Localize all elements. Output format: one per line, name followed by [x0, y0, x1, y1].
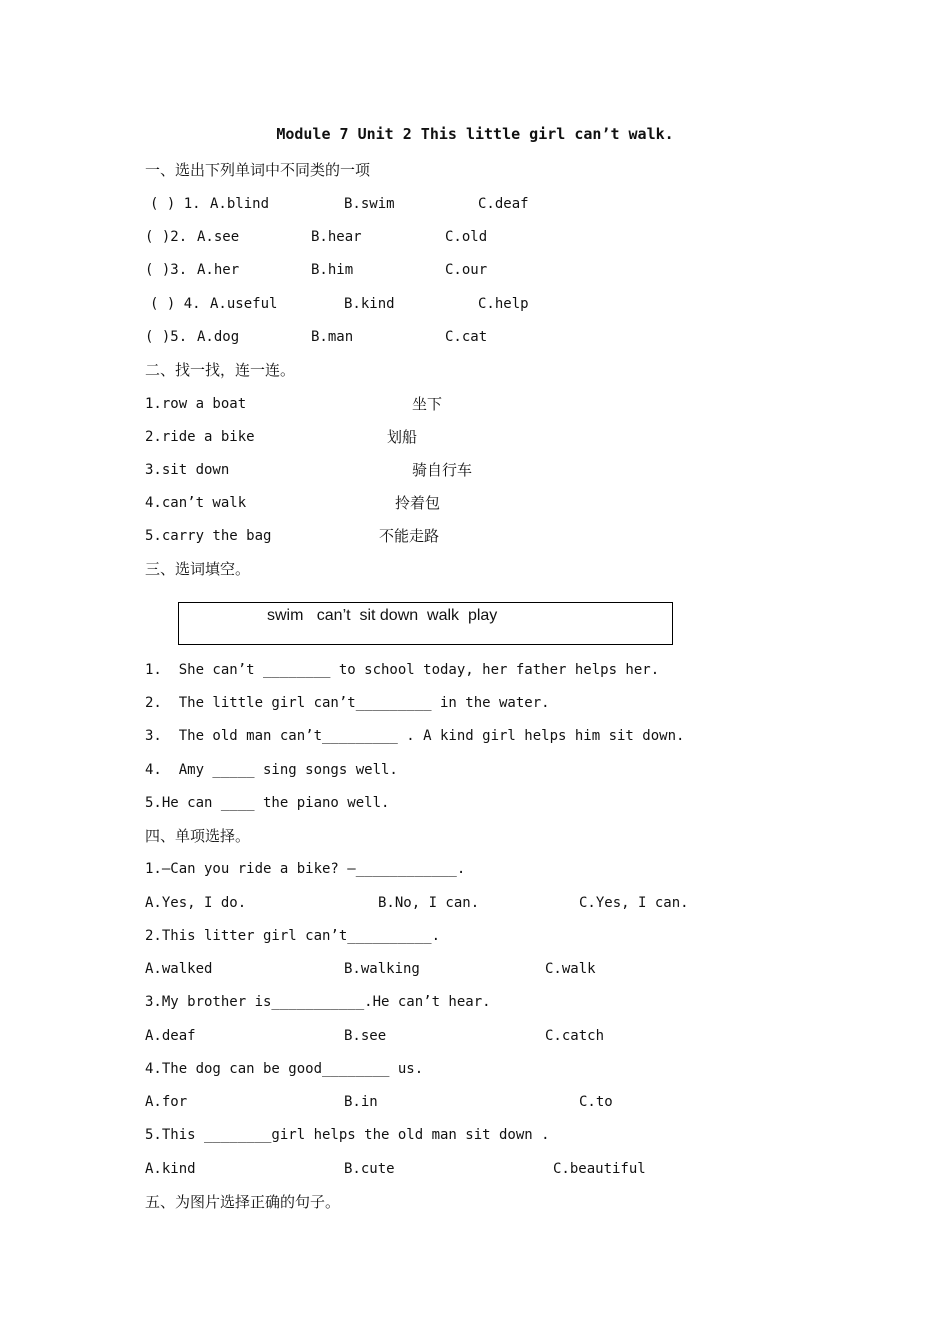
- s4-option-c: C.to: [579, 1094, 613, 1110]
- s1-item-number: ( ) 1.: [150, 196, 210, 212]
- s2-chinese: 坐下: [412, 395, 443, 413]
- s4-option-c: C.Yes, I can.: [579, 895, 689, 911]
- s4-options-5: [0, 1157, 646, 1181]
- s4-option-a: A.deaf: [145, 1028, 196, 1044]
- s2-english: 1.row a boat: [145, 396, 247, 412]
- s1-item-number: ( )5.: [145, 329, 196, 345]
- s4-question-1: 1.—Can you ride a bike? —____________.: [145, 861, 466, 877]
- s1-item-number: ( )3.: [145, 262, 196, 278]
- s4-option-b: B.No, I can.: [378, 895, 480, 911]
- s1-item-number: ( )2.: [145, 229, 196, 245]
- s4-option-b: B.see: [344, 1028, 387, 1044]
- s2-english: 2.ride a bike: [145, 429, 255, 445]
- s2-item-2: [0, 425, 418, 449]
- s4-option-a: A.for: [145, 1094, 188, 1110]
- s1-option-c: C.our: [445, 262, 488, 278]
- s1-option-c: C.help: [478, 296, 529, 312]
- s4-options-4: [0, 1090, 613, 1114]
- s2-chinese: 拎着包: [395, 494, 441, 512]
- s1-option-a: A.useful: [210, 296, 278, 312]
- s1-item-number: ( ) 4.: [150, 296, 210, 312]
- s4-question-5: 5.This ________girl helps the old man sit down .: [145, 1127, 550, 1143]
- s3-item-1: 1. She can’t ________ to school today, her father helps her.: [145, 662, 660, 678]
- s4-question-2: 2.This litter girl can’t__________.: [145, 928, 441, 944]
- page-title: Module 7 Unit 2 This little girl can’t walk.: [276, 125, 674, 143]
- word-bank-text: swim can’t sit down walk play: [267, 607, 498, 624]
- s2-english: 5.carry the bag: [145, 528, 272, 544]
- s3-item-4: 4. Amy _____ sing songs well.: [145, 762, 398, 778]
- s1-item-5: [0, 325, 488, 349]
- s1-item-1: [0, 192, 529, 216]
- s4-option-b: B.walking: [344, 961, 420, 977]
- s2-chinese: 骑自行车: [412, 461, 473, 479]
- s2-item-1: [0, 392, 443, 416]
- s4-option-c: C.catch: [545, 1028, 605, 1044]
- s3-item-5: 5.He can ____ the piano well.: [145, 795, 390, 811]
- s1-option-b: B.hear: [311, 229, 362, 245]
- s3-item-2: 2. The little girl can’t_________ in the water.: [145, 695, 550, 711]
- s2-chinese: 划船: [387, 428, 418, 446]
- s4-option-c: C.beautiful: [553, 1161, 646, 1177]
- s2-chinese: 不能走路: [379, 527, 440, 545]
- s3-item-3: 3. The old man can’t_________ . A kind girl helps him sit down.: [145, 728, 685, 744]
- s2-item-5: [0, 524, 440, 548]
- section4-heading: 四、单项选择。: [145, 827, 251, 845]
- s1-option-b: B.kind: [344, 296, 395, 312]
- section3-heading: 三、选词填空。: [145, 560, 251, 578]
- s2-item-4: [0, 491, 441, 515]
- s4-option-c: C.walk: [545, 961, 596, 977]
- s1-option-c: C.old: [445, 229, 488, 245]
- section5-heading: 五、为图片选择正确的句子。: [145, 1193, 341, 1211]
- s1-option-c: C.cat: [445, 329, 488, 345]
- s4-option-a: A.walked: [145, 961, 213, 977]
- s1-item-3: [0, 258, 488, 282]
- s2-english: 3.sit down: [145, 462, 230, 478]
- s1-option-b: B.swim: [344, 196, 395, 212]
- s4-question-3: 3.My brother is___________.He can’t hear.: [145, 994, 491, 1010]
- word-bank-box: [178, 602, 673, 645]
- s1-option-c: C.deaf: [478, 196, 529, 212]
- s1-item-4: [0, 292, 529, 316]
- s4-option-b: B.cute: [344, 1161, 395, 1177]
- s1-option-a: A.dog: [197, 329, 240, 345]
- s2-english: 4.can’t walk: [145, 495, 247, 511]
- s1-item-2: [0, 225, 488, 249]
- s4-options-2: [0, 957, 596, 981]
- s4-options-3: [0, 1024, 605, 1048]
- s1-option-a: A.blind: [210, 196, 270, 212]
- s1-option-a: A.see: [197, 229, 240, 245]
- s4-option-a: A.Yes, I do.: [145, 895, 247, 911]
- section1-heading: 一、选出下列单词中不同类的一项: [145, 161, 371, 179]
- s2-item-3: [0, 458, 473, 482]
- s1-option-b: B.him: [311, 262, 354, 278]
- s1-option-b: B.man: [311, 329, 354, 345]
- s4-option-b: B.in: [344, 1094, 378, 1110]
- section2-heading: 二、找一找，连一连。: [145, 361, 296, 379]
- s1-option-a: A.her: [197, 262, 240, 278]
- s4-question-4: 4.The dog can be good________ us.: [145, 1061, 424, 1077]
- s4-option-a: A.kind: [145, 1161, 196, 1177]
- s4-options-1: [0, 891, 689, 915]
